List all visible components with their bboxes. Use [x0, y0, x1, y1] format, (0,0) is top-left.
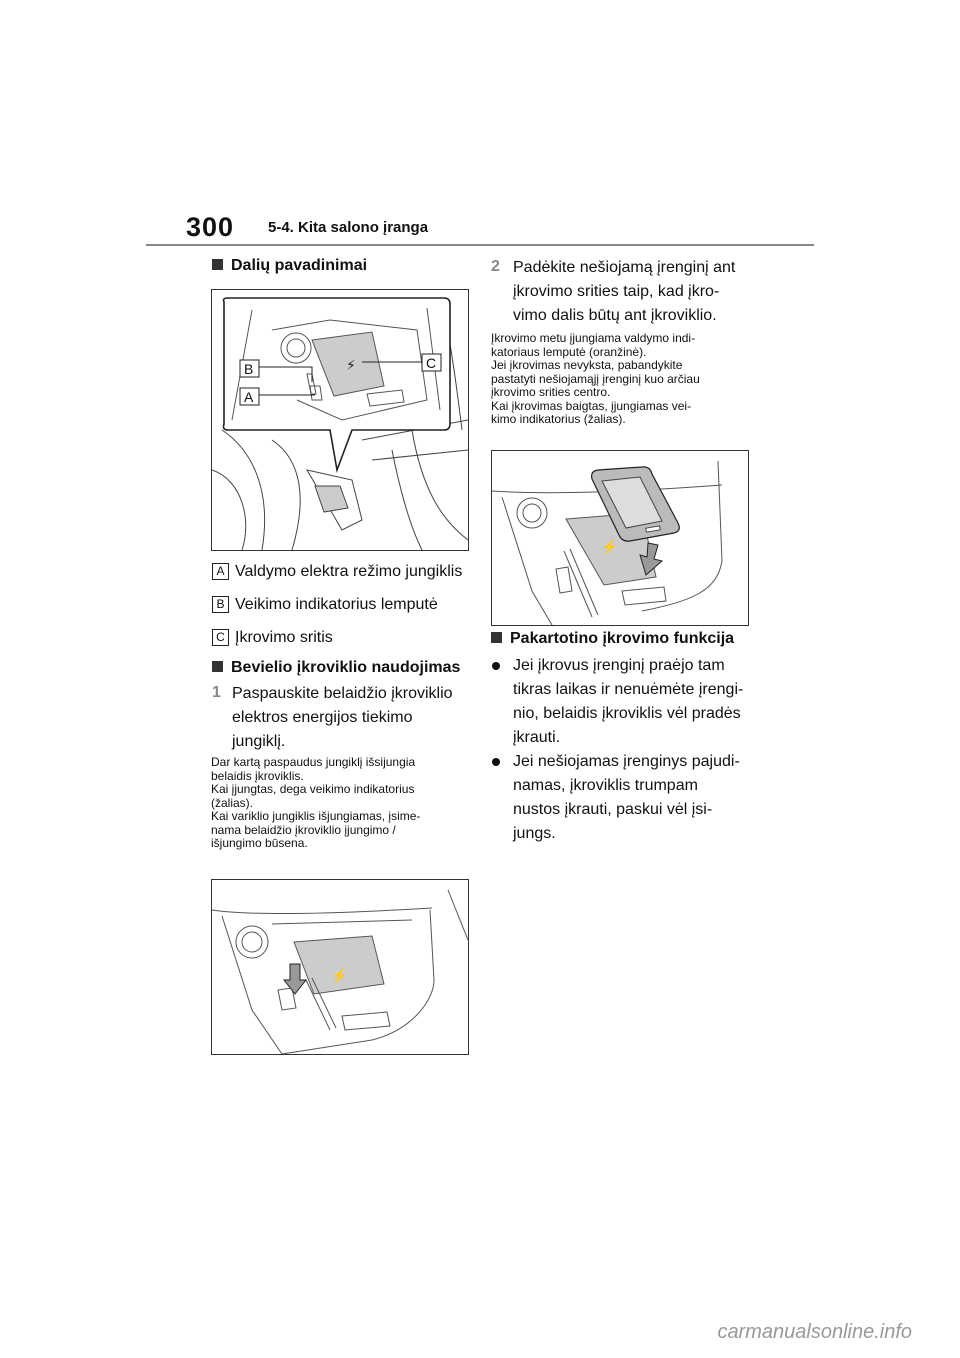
heading-recharge: Pakartotino įkrovimo funkcija — [491, 630, 734, 648]
bullet-dot-icon — [492, 662, 500, 670]
header-divider — [146, 244, 814, 246]
figure-switch-press — [211, 879, 469, 1055]
console-overview-illustration — [212, 290, 468, 550]
place-device-illustration — [492, 451, 748, 625]
square-bullet-icon — [491, 632, 502, 643]
figure-place-device — [491, 450, 749, 626]
watermark: carmanualsonline.info — [717, 1321, 912, 1343]
figure-parts — [211, 289, 469, 551]
wireless-charge-icon: ⚡ — [346, 358, 356, 374]
note-2: Įkrovimo metu įjungiama valdymo indi- katoriaus lemputė (oranžinė). Jei įkrovimas nevyksta, pabandykite pastatyti nešiojamąjį įrenginį kuo arčiau įkrovimo srities centro. Kai įkrovimas baigtas, įjungiamas vei- kimo indikatorius (žalias). — [491, 331, 700, 426]
bullet-2-text: Jei nešiojamas įrenginys pajudi- namas, įkroviklis trumpam nustos įkrauti, paskui vėl įsi- jungs. — [513, 753, 740, 842]
heading-parts: Dalių pavadinimai — [212, 257, 367, 275]
legend-item-c: C Įkrovimo sritis — [212, 629, 333, 647]
square-bullet-icon — [212, 259, 223, 270]
heading-usage: Bevielio įkroviklio naudojimas — [212, 659, 460, 677]
step-number: 2 — [491, 258, 500, 275]
note-1: Dar kartą paspaudus jungiklį išsijungia belaidis įkroviklis. Kai įjungtas, dega veikimo indikatorius (žalias). Kai variklio jungiklis išjungiamas, įsime- nama belaidžio įkroviklio įjungimo / išjungimo būsena. — [211, 755, 421, 850]
step-number: 1 — [212, 684, 221, 701]
legend-item-a: A Valdymo elektra režimo jungiklis — [212, 563, 462, 581]
wireless-charge-icon: ⚡ — [330, 967, 348, 983]
wireless-charge-icon: ⚡ — [600, 538, 618, 554]
label-c: C — [426, 355, 437, 371]
switch-press-illustration — [212, 880, 468, 1054]
bullet-dot-icon — [492, 758, 500, 766]
square-bullet-icon — [212, 661, 223, 672]
step-1-text: Paspauskite belaidžio įkroviklio elektros energijos tiekimo jungiklį. — [232, 685, 453, 750]
section-title: 5-4. Kita salono įranga — [268, 219, 429, 236]
label-b: B — [244, 361, 254, 377]
legend-item-b: B Veikimo indikatorius lemputė — [212, 596, 438, 614]
step-2-text: Padėkite nešiojamą įrenginį ant įkrovimo srities taip, kad įkro- vimo dalis būtų ant įkroviklio. — [513, 259, 736, 324]
page-number: 300 — [186, 212, 235, 242]
label-a: A — [244, 389, 254, 405]
press-arrow-icon — [284, 964, 306, 994]
bullet-1-text: Jei įkrovus įrenginį praėjo tam tikras laikas ir nenuėmėte įrengi- nio, belaidis įkroviklis vėl pradės įkrauti. — [513, 657, 744, 746]
